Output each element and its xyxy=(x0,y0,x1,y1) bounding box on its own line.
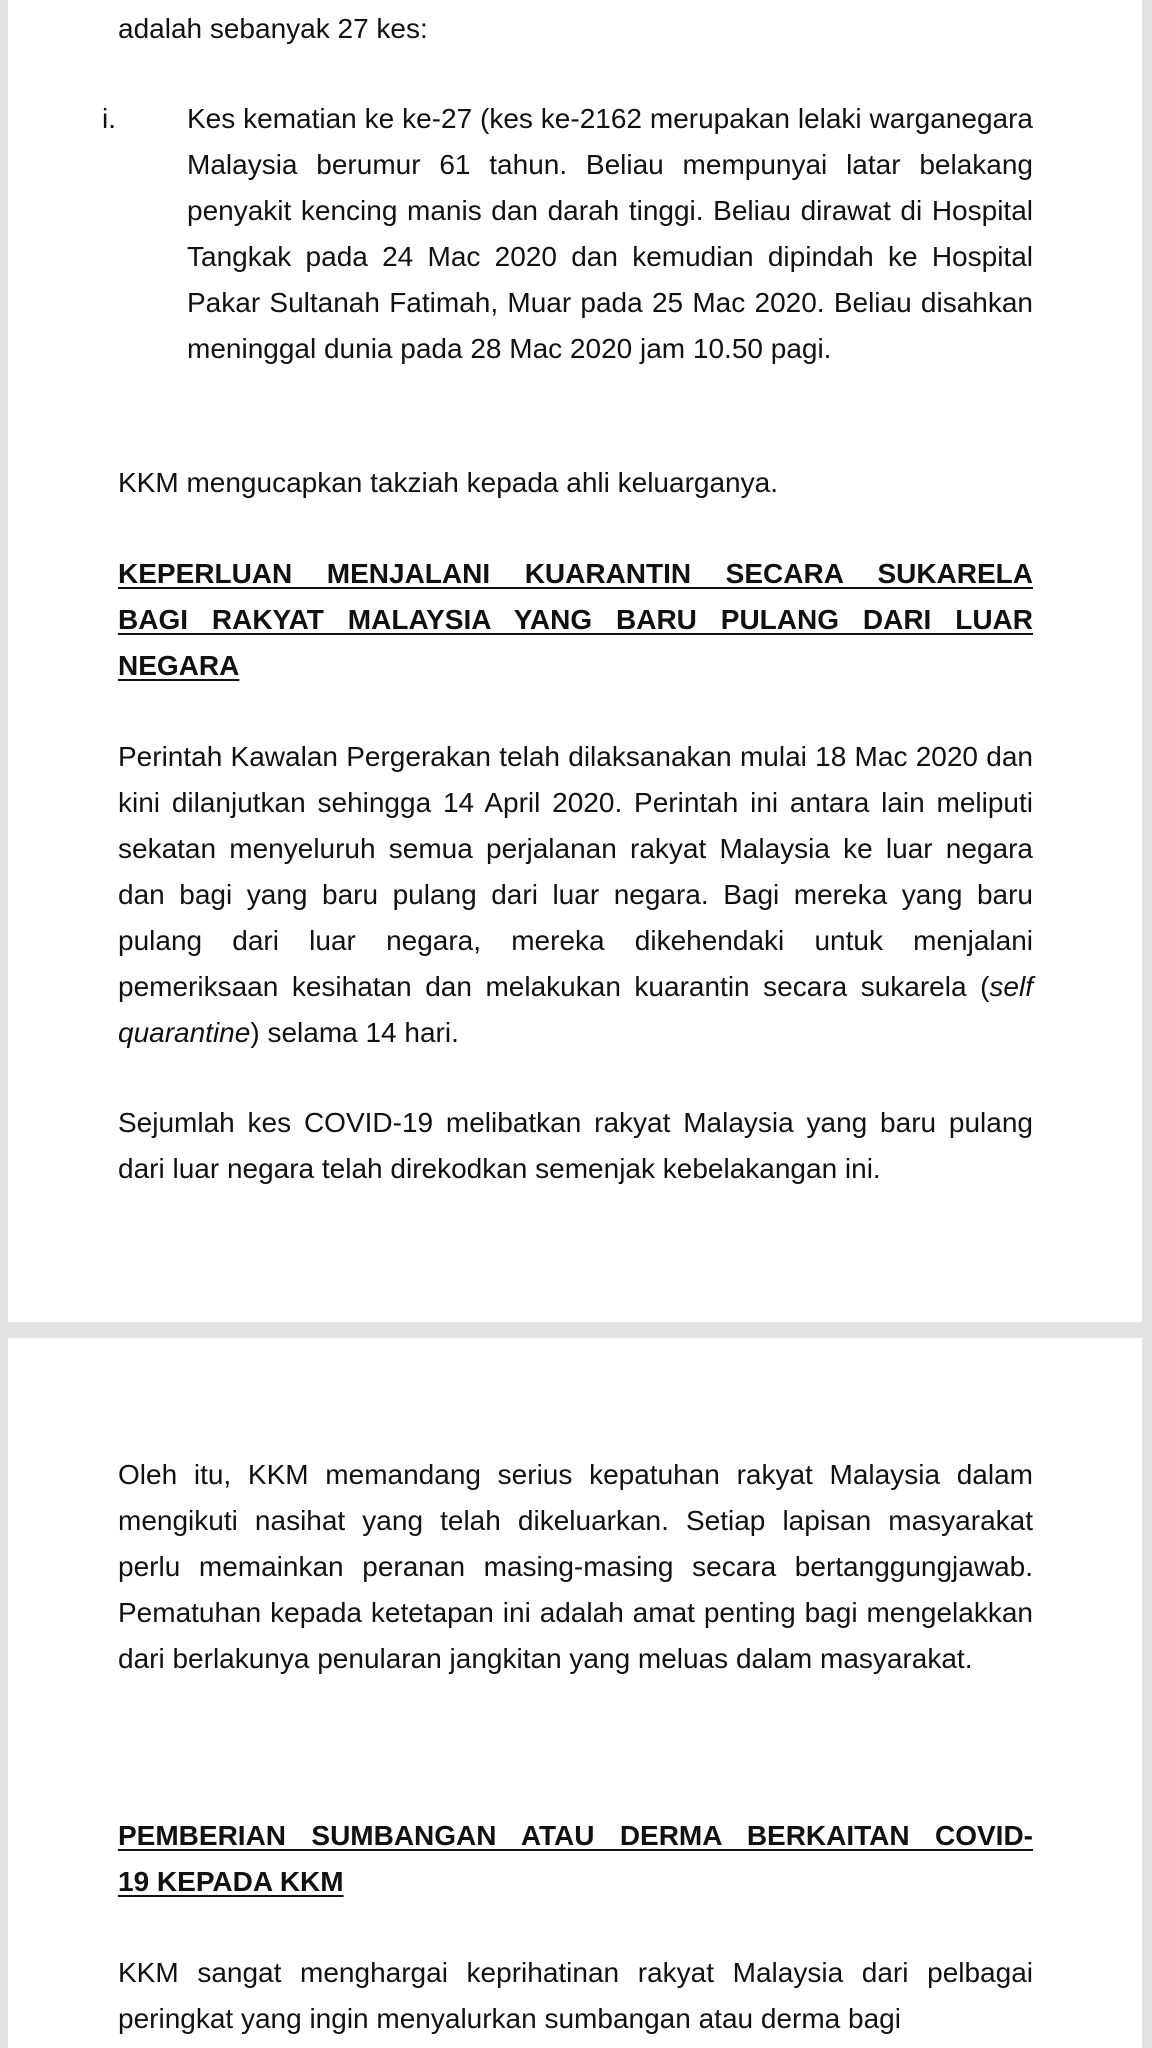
italic-term: self quarantine xyxy=(118,971,1033,1048)
section-heading-donation xyxy=(118,1813,1033,1905)
heading-line: 19 KEPADA KKM xyxy=(118,1866,344,1897)
heading-line: KEPERLUAN MENJALANI KUARANTIN SECARA SUKARELA xyxy=(118,558,1033,589)
heading-line: BAGI RAKYAT MALAYSIA YANG BARU PULANG DARI LUAR xyxy=(118,604,1033,635)
paragraph-text: Perintah Kawalan Pergerakan telah dilaksanakan mulai 18 Mac 2020 dan kini dilanjutkan sehingga 14 April 2020. Perintah ini antara lain meliputi sekatan menyeluruh semua perjalanan rakyat Malaysia ke luar negara dan bagi yang baru pulang dari luar negara. Bagi mereka yang baru pulang dari luar negara, mereka dikehendaki untuk menjalani pemeriksaan kesihatan dan melakukan kuarantin secara sukarela ( xyxy=(118,741,1033,1002)
paragraph-text: ) selama 14 hari. xyxy=(250,1017,459,1048)
document-page-1 xyxy=(8,0,1142,1322)
list-marker: i. xyxy=(102,103,116,134)
heading-line: NEGARA xyxy=(118,650,240,681)
condolence-text: KKM mengucapkan takziah kepada ahli keluarganya. xyxy=(118,467,778,498)
section-heading-quarantine xyxy=(118,551,1033,689)
document-page-2 xyxy=(8,1338,1142,2048)
list-item-text: Kes kematian ke ke-27 (kes ke-2162 merupakan lelaki warganegara Malaysia berumur 61 tahun. Beliau mempunyai latar belakang penyakit kencing manis dan darah tinggi. Beliau dirawat di Hospital Tangkak pada 24 Mac 2020 dan kemudian dipindah ke Hospital Pakar Sultanah Fatimah, Muar pada 25 Mac 2020. Beliau disahkan meninggal dunia pada 28 Mac 2020 jam 10.50 pagi. xyxy=(187,103,1033,364)
heading-line: PEMBERIAN SUMBANGAN ATAU DERMA BERKAITAN COVID- xyxy=(118,1820,1033,1851)
paragraph-donation: KKM sangat menghargai keprihatinan rakyat Malaysia dari pelbagai peringkat yang ingin menyalurkan sumbangan atau derma bagi xyxy=(118,1957,1033,2034)
paragraph-movement-control xyxy=(118,734,1033,1056)
intro-line: adalah sebanyak 27 kes: xyxy=(118,13,428,44)
paragraph-covid-cases: Sejumlah kes COVID-19 melibatkan rakyat Malaysia yang baru pulang dari luar negara telah direkodkan semenjak kebelakangan ini. xyxy=(118,1107,1033,1184)
paragraph-compliance: Oleh itu, KKM memandang serius kepatuhan rakyat Malaysia dalam mengikuti nasihat yang telah dikeluarkan. Setiap lapisan masyarakat perlu memainkan peranan masing-masing secara bertanggungjawab. Pematuhan kepada ketetapan ini adalah amat penting bagi mengelakkan dari berlakunya penularan jangkitan yang meluas dalam masyarakat. xyxy=(118,1459,1033,1674)
